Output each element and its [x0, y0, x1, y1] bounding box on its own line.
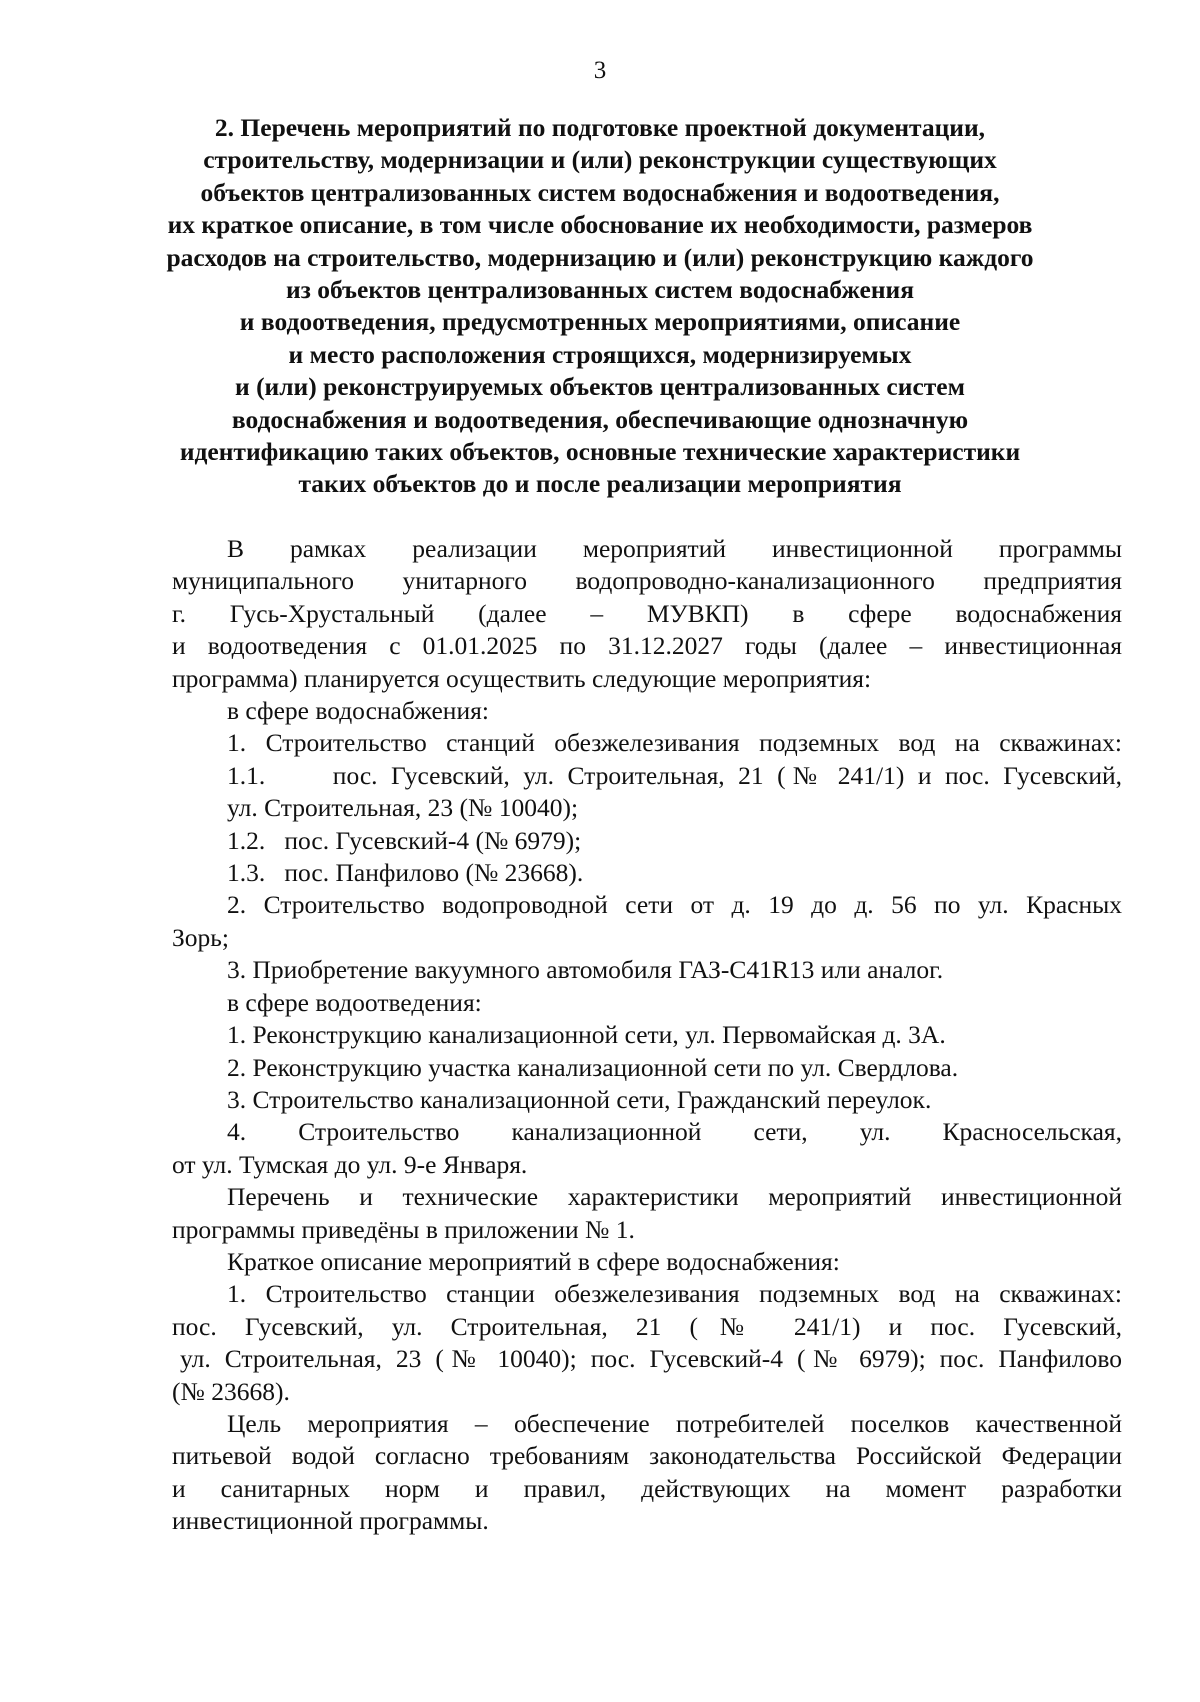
goal-paragraph-line: питьевой водой согласно требованиям законодательства Российской Федерации	[172, 1441, 1122, 1471]
list-item: 1. Реконструкцию канализационной сети, ул. Первомайская д. 3А.	[227, 1020, 946, 1050]
list-item: 4. Строительство канализационной сети, ул. Красносельская,	[227, 1117, 1122, 1147]
list-item: 1.3. пос. Панфилово (№ 23668).	[227, 858, 584, 888]
heading-line: 2. Перечень мероприятий по подготовке проектной документации,	[214, 113, 986, 142]
intro-paragraph-line: муниципального унитарного водопроводно-канализационного предприятия	[172, 566, 1122, 596]
list-item: 2. Реконструкцию участка канализационной сети по ул. Свердлова.	[227, 1052, 959, 1082]
heading-line: водоснабжения и водоотведения, обеспечивающие однозначную	[231, 404, 969, 434]
list-item-continuation: ул. Строительная, 23 (№ 10040);	[227, 793, 579, 823]
intro-paragraph-line: программа) планируется осуществить следующие мероприятия:	[172, 663, 872, 693]
heading-line: из объектов централизованных систем водоснабжения	[285, 275, 915, 305]
heading-line: идентификацию таких объектов, основные технические характеристики	[179, 437, 1021, 467]
intro-paragraph-line: и водоотведения с 01.01.2025 по 31.12.2027 годы (далее – инвестиционная	[172, 631, 1122, 661]
goal-paragraph-line: Цель мероприятия – обеспечение потребителей поселков качественной	[227, 1408, 1122, 1438]
intro-paragraph-line: В рамках реализации мероприятий инвестиционной программы	[227, 534, 1122, 563]
brief-description-line: (№ 23668).	[172, 1376, 290, 1406]
list-item: 3. Приобретение вакуумного автомобиля ГАЗ-С41R13 или аналог.	[227, 955, 944, 985]
heading-line: объектов централизованных систем водоснабжения и водоотведения,	[200, 177, 1000, 207]
appendix-reference-line: Перечень и технические характеристики мероприятий инвестиционной	[227, 1182, 1122, 1212]
heading-line: и место расположения строящихся, модернизируемых	[288, 339, 912, 369]
page-number: 3	[593, 57, 607, 84]
list-item: 1.2. пос. Гусевский-4 (№ 6979);	[227, 825, 582, 855]
list-item: 3. Строительство канализационной сети, Гражданский переулок.	[227, 1084, 932, 1114]
heading-line: и (или) реконструируемых объектов централизованных систем	[235, 372, 965, 402]
brief-description-title: Краткое описание мероприятий в сфере водоснабжения:	[227, 1246, 840, 1276]
document-body	[172, 533, 1122, 1538]
list-item: 1.1. пос. Гусевский, ул. Строительная, 21 (№ 241/1) и пос. Гусевский,	[227, 760, 1122, 790]
intro-paragraph-line: г. Гусь-Хрустальный (далее – МУВКП) в сфере водоснабжения	[172, 598, 1122, 628]
list-item: 2. Строительство водопроводной сети от д. 19 до д. 56 по ул. Красных	[227, 890, 1122, 920]
list-item-continuation: от ул. Тумская до ул. 9-е Января.	[172, 1149, 528, 1179]
heading-line: расходов на строительство, модернизацию и (или) реконструкцию каждого	[166, 242, 1034, 272]
brief-description-line: 1. Строительство станции обезжелезивания подземных вод на скважинах:	[227, 1279, 1122, 1309]
goal-paragraph-line: инвестиционной программы.	[172, 1506, 489, 1536]
heading-line: строительству, модернизации и (или) реконструкции существующих	[203, 145, 997, 175]
goal-paragraph-line: и санитарных норм и правил, действующих на момент разработки	[172, 1473, 1122, 1503]
drainage-subtitle: в сфере водоотведения:	[227, 987, 482, 1017]
appendix-reference-line: программы приведёны в приложении № 1.	[172, 1214, 635, 1244]
heading-line: и водоотведения, предусмотренных мероприятиями, описание	[239, 307, 961, 337]
brief-description-line: ул. Строительная, 23 (№ 10040); пос. Гусевский-4 (№ 6979); пос. Панфилово	[180, 1344, 1122, 1374]
list-item-continuation: Зорь;	[172, 922, 229, 952]
brief-description-line: пос. Гусевский, ул. Строительная, 21 (№ 241/1) и пос. Гусевский,	[172, 1311, 1122, 1341]
heading-line: их краткое описание, в том числе обоснование их необходимости, размеров	[167, 210, 1033, 240]
heading-line: таких объектов до и после реализации мероприятия	[298, 469, 902, 499]
section-heading	[150, 112, 1050, 501]
list-item: 1. Строительство станций обезжелезивания подземных вод на скважинах:	[227, 728, 1122, 758]
water-supply-subtitle: в сфере водоснабжения:	[227, 696, 489, 726]
